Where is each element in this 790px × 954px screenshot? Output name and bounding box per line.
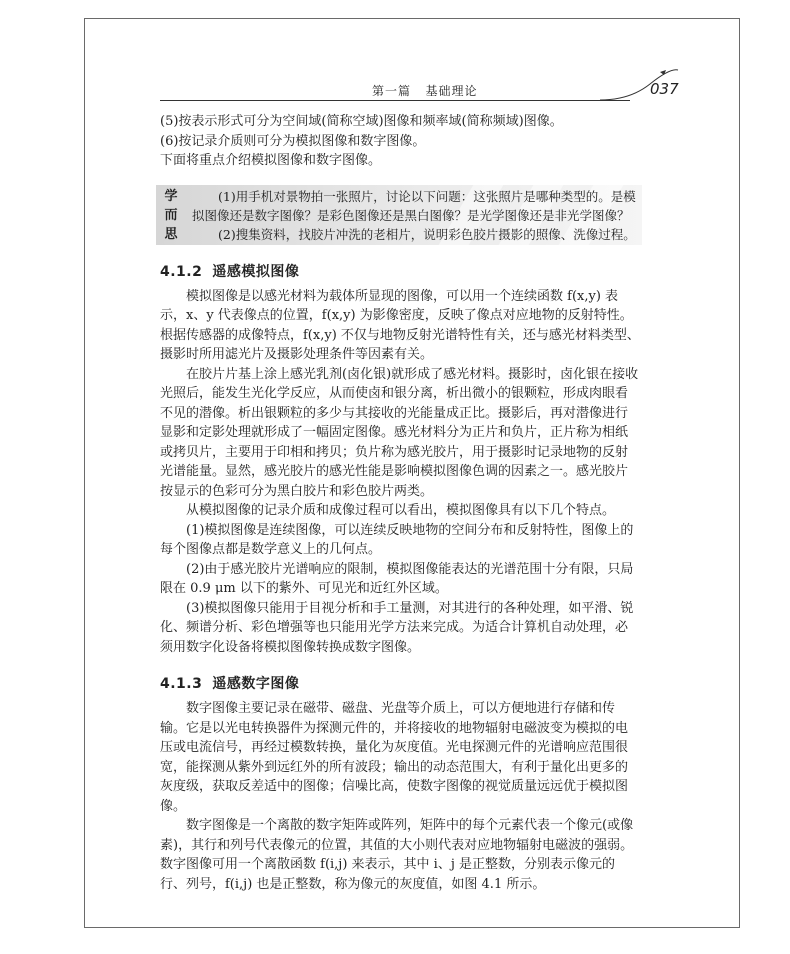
think-item: (1)用手机对景物拍一张照片，讨论以下问题：这张照片是哪种类型的。是模拟图像还是数字图像？是彩色图像还是黑白图像？是光学图像还是非光学图像？ [192,188,636,223]
think-box-label [162,187,180,244]
paragraph: 数字图像是一个离散的数字矩阵或阵列，矩阵中的每个元素代表一个像元(或像素)，其行和列号代表像元的位置，其值的大小则代表对应地物辐射电磁波的强弱。数字图像可用一个离散函数 f(i,j) 来表示，其中 i、j 是正整数，分别表示像元的行、列号，f(i,j) 也是正整数，称为像元的灰度值，如图 4.1 所示。 [160,818,634,892]
intro-line: (6)按记录介质则可分为模拟图像和数字图像。 [160,133,426,149]
header-part: 第一篇 [372,84,412,98]
page-number: 037 [650,80,679,98]
header-title: 基础理论 [425,84,478,98]
think-box-text [192,187,638,244]
paragraph: 数字图像主要记录在磁带、磁盘、光盘等介质上，可以方便地进行存储和传输。它是以光电转换器件为探测元件的，并将接收的地物辐射电磁波变为模拟的电压或电流信号，再经过模数转换，量化为灰度值。光电探测元件的光谱响应范围很宽，能探测从紫外到远红外的所有波段；输出的动态范围大，有利于量化出更多的灰度级，获取反差适中的图像；信噪比高，使数字图像的视觉质量远远优于模拟图像。 [160,701,629,814]
section-number: 4.1.2 [160,263,203,280]
think-label-char: 学 [164,188,178,204]
intro-line: (5)按表示形式可分为空间域(简称空域)图像和频率域(简称频域)图像。 [160,114,563,129]
section-number: 4.1.3 [160,676,203,692]
paragraph: (3)模拟图像只能用于目视分析和手工量测，对其进行的各种处理，如平滑、锐化、频谱分析、彩色增强等也只能用光学方法来完成。为适合计算机自动处理，必须用数字化设备将模拟图像转换成数字图像。 [160,600,634,655]
section-heading-413 [160,673,640,693]
section-heading-412 [160,261,640,281]
section-title: 遥感数字图像 [212,676,300,692]
intro-line: 下面将重点介绍模拟图像和数字图像。 [160,153,382,168]
intro-lines [160,112,640,171]
header-rule [160,100,630,101]
section-title: 遥感模拟图像 [212,263,300,280]
think-box [156,185,642,245]
paragraph: (1)模拟图像是连续图像，可以连续反映地物的空间分布和反射特性，图像上的每个图像点都是数学意义上的几何点。 [160,522,634,557]
paragraph: 在胶片片基上涂上感光乳剂(卤化银)就形成了感光材料。摄影时，卤化银在接收光照后，能发生光化学反应，从而使卤和银分离，析出微小的银颗粒，形成肉眼看不见的潜像。析出银颗粒的多少与其接收的光能量成正比。摄影后，再对潜像进行显影和定影处理就形成了一幅固定图像。感光材料分为正片和负片，正片称为相纸或拷贝片，主要用于印相和拷贝；负片称为感光胶片，用于摄影时记录地物的反射光谱能量。显然，感光胶片的感光性能是影响模拟图像色调的因素之一。感光胶片按显示的色彩可分为黑白胶片和彩色胶片两类。 [160,366,639,499]
paragraph: (2)由于感光胶片光谱响应的限制，模拟图像能表达的光谱范围十分有限，只局限在 0.9 μm 以下的紫外、可见光和近红外区域。 [160,561,634,596]
think-item: (2)搜集资料，找胶片冲洗的老相片，说明彩色胶片摄影的照像、洗像过程。 [218,226,636,242]
think-label-char: 思 [164,226,178,242]
page-content [160,112,640,894]
paragraph: 从模拟图像的记录介质和成像过程可以看出，模拟图像具有以下几个特点。 [186,503,616,518]
think-label-char: 而 [164,207,178,223]
running-header [372,82,477,99]
paragraph: 模拟图像是以感光材料为载体所显现的图像，可以用一个连续函数 f(x,y) 表示，x、y 代表像点的位置，f(x,y) 为影像密度，反映了像点对应地物的反射特性。根据传感器的成像特点，f(x,y) 不仅与地物反射光谱特性有关，还与感光材料类型、摄影时所用滤光片及摄影处理条件等因素有关。 [160,288,640,362]
